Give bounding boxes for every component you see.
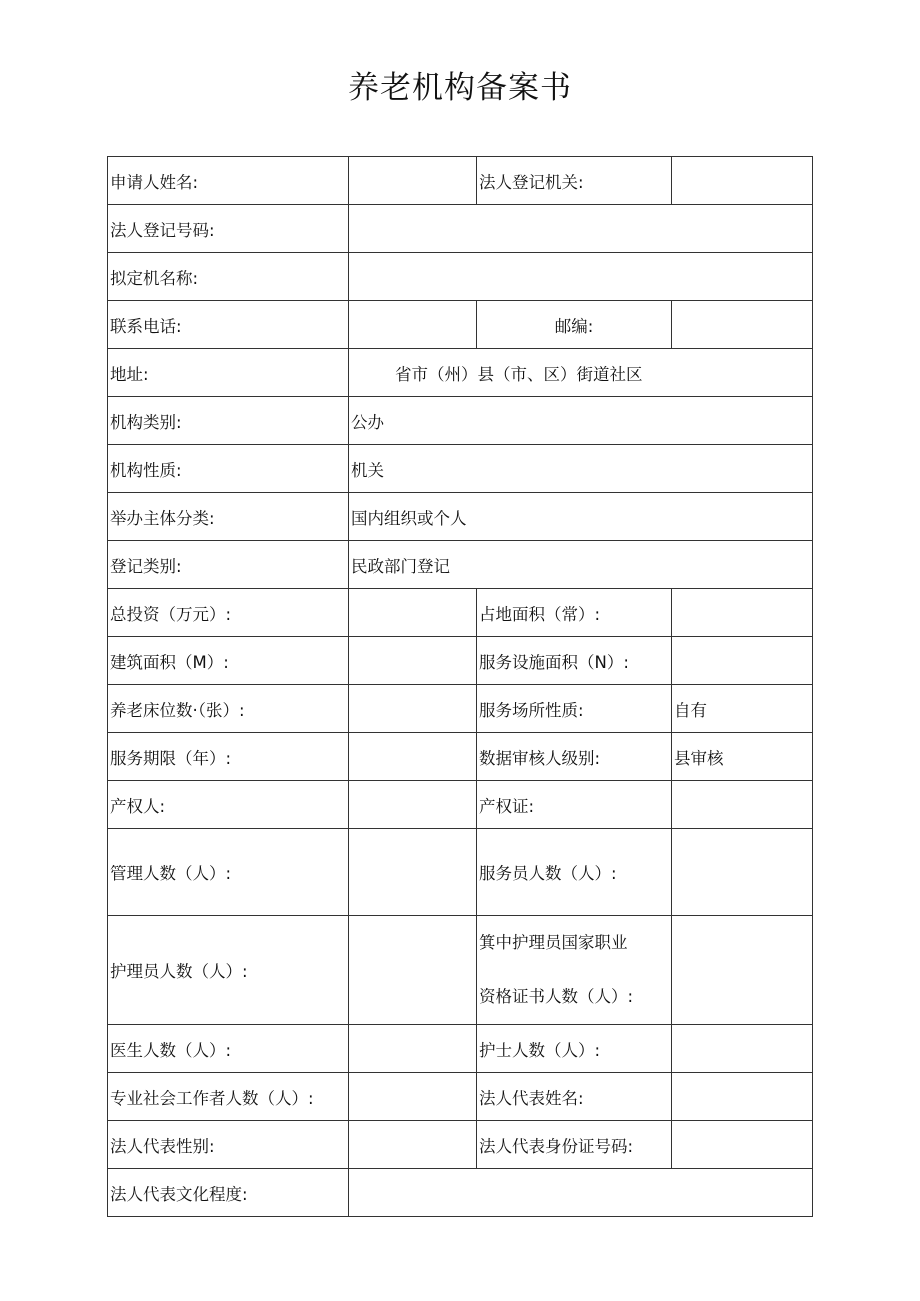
proposed-institution-name-field[interactable]: [349, 253, 813, 301]
phone-label: 联系电话:: [108, 301, 349, 349]
property-owner-field[interactable]: [349, 781, 477, 829]
form-row: [108, 589, 813, 637]
bed-count-label: 养老床位数·（张）:: [108, 685, 349, 733]
service-term-label: 服务期限（年）:: [108, 733, 349, 781]
institution-nature-label: 机构性质:: [108, 445, 349, 493]
legal-rep-gender-field[interactable]: [349, 1121, 477, 1169]
form-row: [108, 493, 813, 541]
legal-registration-number-field[interactable]: [349, 205, 813, 253]
social-worker-count-field[interactable]: [349, 1073, 477, 1121]
building-area-label: 建筑面积（M）:: [108, 637, 349, 685]
form-row: [108, 781, 813, 829]
data-reviewer-level-value[interactable]: 县审核: [672, 733, 813, 781]
proposed-institution-name-label: 拟定机名称:: [108, 253, 349, 301]
form-row: [108, 205, 813, 253]
sponsor-category-label: 举办主体分类:: [108, 493, 349, 541]
service-facility-area-field[interactable]: [672, 637, 813, 685]
form-row: [108, 1169, 813, 1217]
postcode-label: 邮编:: [477, 301, 672, 349]
form-row: [108, 1025, 813, 1073]
certified-caregiver-label-line2: 资格证书人数（人）:: [479, 987, 634, 1006]
institution-category-label: 机构类别:: [108, 397, 349, 445]
nurse-count-label: 护士人数（人）:: [477, 1025, 672, 1073]
registration-type-value[interactable]: 民政部门登记: [349, 541, 813, 589]
service-term-field[interactable]: [349, 733, 477, 781]
form-row: [108, 301, 813, 349]
certified-caregiver-count-label: [477, 916, 672, 1025]
nurse-count-field[interactable]: [672, 1025, 813, 1073]
service-staff-count-field[interactable]: [672, 829, 813, 916]
data-reviewer-level-label: 数据审核人级别:: [477, 733, 672, 781]
premises-nature-label: 服务场所性质:: [477, 685, 672, 733]
service-facility-area-label: 服务设施面积（N）:: [477, 637, 672, 685]
premises-nature-value[interactable]: 自有: [672, 685, 813, 733]
form-row: [108, 829, 813, 916]
document-title: 养老机构备案书: [348, 70, 572, 106]
form-row: [108, 253, 813, 301]
total-investment-field[interactable]: [349, 589, 477, 637]
bed-count-field[interactable]: [349, 685, 477, 733]
legal-rep-id-number-field[interactable]: [672, 1121, 813, 1169]
legal-rep-id-number-label: 法人代表身份证号码:: [477, 1121, 672, 1169]
institution-category-value[interactable]: 公办: [349, 397, 813, 445]
doctor-count-field[interactable]: [349, 1025, 477, 1073]
land-area-field[interactable]: [672, 589, 813, 637]
form-row: [108, 349, 813, 397]
address-field[interactable]: 省市（州）县（市、区）街道社区: [349, 349, 813, 397]
form-row: [108, 637, 813, 685]
form-row: [108, 445, 813, 493]
registration-authority-label: 法人登记机关:: [477, 157, 672, 205]
form-row: [108, 397, 813, 445]
form-row: [108, 1073, 813, 1121]
sponsor-category-value[interactable]: 国内组织或个人: [349, 493, 813, 541]
management-staff-count-field[interactable]: [349, 829, 477, 916]
land-area-label: 占地面积（常）:: [477, 589, 672, 637]
building-area-field[interactable]: [349, 637, 477, 685]
form-row: [108, 733, 813, 781]
service-staff-count-label: 服务员人数（人）:: [477, 829, 672, 916]
filing-form-table: [107, 156, 813, 1217]
form-row: [108, 541, 813, 589]
property-owner-label: 产权人:: [108, 781, 349, 829]
registration-authority-field[interactable]: [672, 157, 813, 205]
institution-nature-value[interactable]: 机关: [349, 445, 813, 493]
registration-type-label: 登记类别:: [108, 541, 349, 589]
applicant-name-label: 申请人姓名:: [108, 157, 349, 205]
legal-rep-education-label: 法人代表文化程度:: [108, 1169, 349, 1217]
legal-registration-number-label: 法人登记号码:: [108, 205, 349, 253]
applicant-name-field[interactable]: [349, 157, 477, 205]
management-staff-count-label: 管理人数（人）:: [108, 829, 349, 916]
legal-rep-gender-label: 法人代表性别:: [108, 1121, 349, 1169]
phone-field[interactable]: [349, 301, 477, 349]
legal-rep-name-field[interactable]: [672, 1073, 813, 1121]
address-label: 地址:: [108, 349, 349, 397]
caregiver-count-label: 护理员人数（人）:: [108, 916, 349, 1025]
form-row: [108, 685, 813, 733]
legal-rep-education-field[interactable]: [349, 1169, 813, 1217]
certified-caregiver-label-line1: 箕中护理员国家职业: [479, 933, 628, 952]
legal-rep-name-label: 法人代表姓名:: [477, 1073, 672, 1121]
form-row: [108, 157, 813, 205]
doctor-count-label: 医生人数（人）:: [108, 1025, 349, 1073]
property-certificate-label: 产权证:: [477, 781, 672, 829]
property-certificate-field[interactable]: [672, 781, 813, 829]
certified-caregiver-count-field[interactable]: [672, 916, 813, 1025]
total-investment-label: 总投资（万元）:: [108, 589, 349, 637]
social-worker-count-label: 专业社会工作者人数（人）:: [108, 1073, 349, 1121]
postcode-field[interactable]: [672, 301, 813, 349]
caregiver-count-field[interactable]: [349, 916, 477, 1025]
form-row: [108, 1121, 813, 1169]
form-row: [108, 916, 813, 1025]
